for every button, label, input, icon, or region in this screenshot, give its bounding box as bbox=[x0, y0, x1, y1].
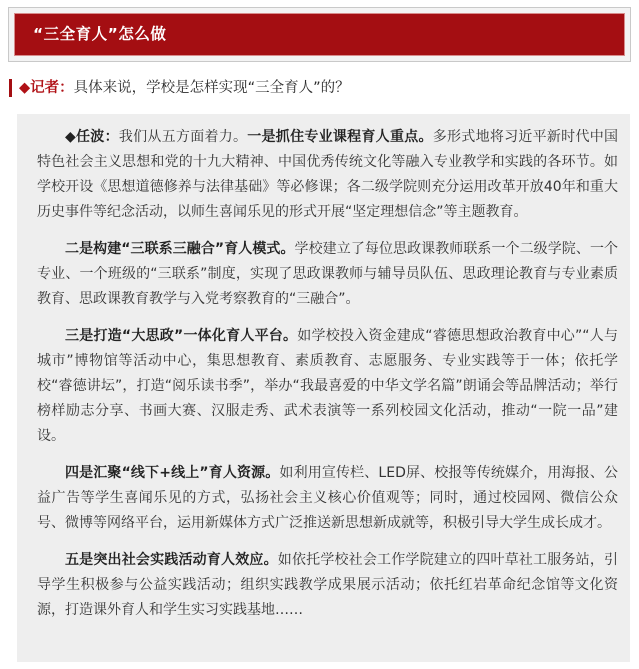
point-body-4: 如利用宣传栏、LED屏、校报等传统媒介，用海报、公益广告等学生喜闻乐见的方式，弘扬社会主义核心价值观等；同时，通过校园网、微信公众号、微博等网络平台，运用新媒体方式广泛推送新思想新成就等，积极引导大学生成长成才。 bbox=[37, 465, 618, 531]
question-row bbox=[9, 77, 631, 99]
section-banner-frame bbox=[8, 7, 631, 62]
point-heading-2: 二是构建“三联系三融合”育人模式。 bbox=[65, 241, 295, 257]
point-body-5: 如依托学校社会工作学院建立的四叶草社工服务站，引导学生积极参与公益实践活动；组织实践教学成果展示活动；依托红岩革命纪念馆等文化资源，打造课外育人和学生实习实践基地…… bbox=[37, 552, 619, 618]
section-title: “三全育人”怎么做 bbox=[33, 25, 167, 43]
answer-paragraph-2 bbox=[37, 237, 618, 312]
answer-paragraph-5 bbox=[37, 548, 618, 623]
section-banner bbox=[14, 13, 625, 56]
answer-intro: 我们从五方面着力。 bbox=[118, 129, 248, 145]
point-heading-1: 一是抓住专业课程育人重点。 bbox=[247, 129, 433, 145]
point-body-3: 如学校投入资金建成“睿德思想政治教育中心”“人与城市”博物馆等活动中心，集思想教育、素质教育、志愿服务、专业实践等于一体；依托学校“睿德讲坛”，打造“阅乐读书季”，举办“我最喜爱的中华文学名篇”朗诵会等品牌活动；举行榜样励志分享、书画大赛、汉服走秀、武术表演等一系列校园文化活动，推动“一院一品”建设。 bbox=[37, 328, 618, 444]
reporter-question: 具体来说，学校是怎样实现“三全育人”的？ bbox=[73, 80, 350, 96]
point-body-1: 多形式地将习近平新时代中国特色社会主义思想和党的十九大精神、中国优秀传统文化等融入专业教学和实践的各环节。如学校开设《思想道德修养与法律基础》等必修课；各二级学院则充分运用改革开放40年和重大历史事件等纪念活动，以师生喜闻乐见的形式开展“坚定理想信念”等主题教育。 bbox=[37, 129, 618, 220]
respondent-label: ◆任波： bbox=[65, 129, 119, 145]
reporter-label: ◆记者： bbox=[19, 80, 74, 96]
question-text-line bbox=[19, 77, 350, 99]
answer-paragraph-1 bbox=[37, 125, 618, 225]
answer-paragraph-3 bbox=[37, 324, 618, 449]
point-heading-4: 四是汇聚“线下+线上”育人资源。 bbox=[65, 465, 280, 481]
answer-paragraph-4 bbox=[37, 461, 618, 536]
point-heading-5: 五是突出社会实践活动育人效应。 bbox=[65, 552, 278, 568]
point-body-2: 学校建立了每位思政课教师联系一个二级学院、一个专业、一个班级的“三联系”制度，实现了思政课教师与辅导员队伍、思政理论教育与专业素质教育、思政课教育教学与入党考察教育的“三融合”。 bbox=[37, 241, 619, 307]
answer-content-box bbox=[17, 114, 630, 662]
question-accent-bar bbox=[9, 79, 12, 97]
point-heading-3: 三是打造“大思政”一体化育人平台。 bbox=[65, 328, 298, 344]
